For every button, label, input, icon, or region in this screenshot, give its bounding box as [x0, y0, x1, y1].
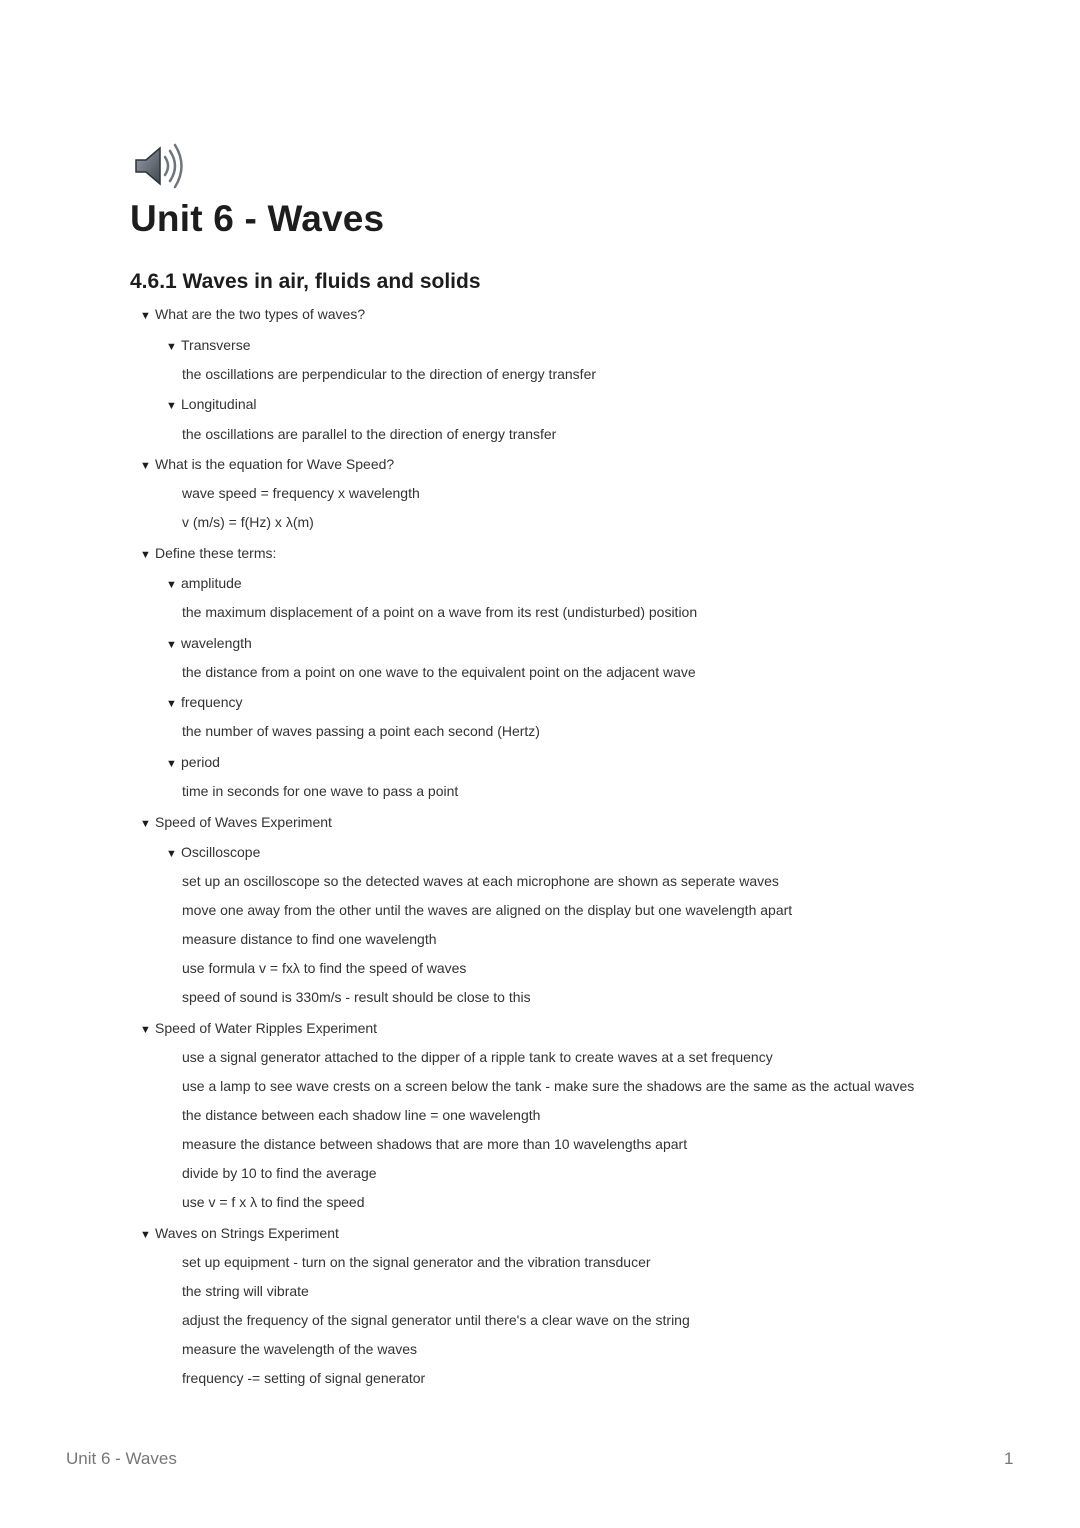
toggle-item[interactable]: [166, 844, 260, 862]
outline-text: [182, 1370, 425, 1386]
outline-label: Define these terms:: [155, 545, 277, 561]
toggle-arrow-icon[interactable]: ▼: [166, 848, 177, 860]
outline-text: [182, 1341, 417, 1357]
outline-label: the number of waves passing a point each second (Hertz): [182, 723, 540, 739]
outline-text: [182, 1049, 773, 1065]
section-heading: 4.6.1 Waves in air, fluids and solids: [130, 270, 481, 293]
outline-text: [182, 664, 696, 680]
outline-label: use v = f x λ to find the speed: [182, 1194, 365, 1210]
outline-label: set up equipment - turn on the signal generator and the vibration transducer: [182, 1254, 651, 1270]
outline-label: measure distance to find one wavelength: [182, 931, 437, 947]
outline-label: the distance from a point on one wave to the equivalent point on the adjacent wave: [182, 664, 696, 680]
outline-label: use a lamp to see wave crests on a screen below the tank - make sure the shadows are the same as the actual waves: [182, 1078, 915, 1094]
outline-text: [182, 1136, 687, 1152]
toggle-arrow-icon[interactable]: ▼: [140, 818, 151, 830]
toggle-arrow-icon[interactable]: ▼: [166, 698, 177, 710]
outline-label: Waves on Strings Experiment: [155, 1225, 339, 1241]
outline-text: [182, 604, 697, 620]
outline-text: [182, 426, 556, 442]
outline-label: time in seconds for one wave to pass a point: [182, 783, 459, 799]
outline-label: frequency -= setting of signal generator: [182, 1370, 426, 1386]
toggle-item[interactable]: [166, 337, 251, 355]
outline-text: [182, 1194, 365, 1210]
outline-text: [182, 1312, 690, 1328]
outline-text: [182, 1165, 377, 1181]
toggle-item[interactable]: [140, 814, 332, 832]
outline-text: [182, 1254, 651, 1270]
outline-label: amplitude: [181, 575, 242, 591]
toggle-arrow-icon[interactable]: ▼: [166, 579, 177, 591]
footer-title: Unit 6 - Waves: [66, 1449, 177, 1468]
outline-text: [182, 783, 458, 799]
outline-label: the oscillations are perpendicular to the direction of energy transfer: [182, 366, 597, 382]
outline-label: the oscillations are parallel to the direction of energy transfer: [182, 426, 557, 442]
outline-label: frequency: [181, 694, 243, 710]
toggle-item[interactable]: [166, 694, 242, 712]
outline-text: [182, 514, 314, 530]
toggle-arrow-icon[interactable]: ▼: [166, 758, 177, 770]
outline-text: [182, 1107, 540, 1123]
toggle-item[interactable]: [140, 1225, 339, 1243]
toggle-arrow-icon[interactable]: ▼: [140, 310, 151, 322]
toggle-item[interactable]: [166, 754, 220, 772]
outline-label: divide by 10 to find the average: [182, 1165, 377, 1181]
outline-label: the string will vibrate: [182, 1283, 309, 1299]
page-number: 1: [1004, 1449, 1014, 1468]
outline-text: [182, 931, 437, 947]
toggle-item[interactable]: [166, 396, 257, 414]
toggle-item[interactable]: [140, 1020, 377, 1038]
outline-label: Speed of Water Ripples Experiment: [155, 1020, 378, 1036]
outline-text: [182, 1283, 309, 1299]
outline-label: wavelength: [181, 635, 252, 651]
toggle-arrow-icon[interactable]: ▼: [166, 400, 177, 412]
outline-label: speed of sound is 330m/s - result should be close to this: [182, 989, 531, 1005]
toggle-item[interactable]: [140, 306, 365, 324]
outline-text: [182, 989, 531, 1005]
toggle-item[interactable]: [166, 635, 252, 653]
outline-label: v (m/s) = f(Hz) x λ(m): [182, 514, 314, 530]
outline-label: wave speed = frequency x wavelength: [182, 485, 420, 501]
outline-label: period: [181, 754, 220, 770]
outline-label: the maximum displacement of a point on a wave from its rest (undisturbed) position: [182, 604, 698, 620]
outline-label: What is the equation for Wave Speed?: [155, 456, 395, 472]
outline-label: Oscilloscope: [181, 844, 261, 860]
outline-text: [182, 902, 792, 918]
toggle-arrow-icon[interactable]: ▼: [140, 1229, 151, 1241]
outline-text: [182, 873, 779, 889]
outline-label: Transverse: [181, 337, 251, 353]
outline-label: set up an oscilloscope so the detected waves at each microphone are shown as seperate waves: [182, 873, 779, 889]
toggle-arrow-icon[interactable]: ▼: [140, 549, 151, 561]
speaker-icon: [130, 136, 186, 192]
toggle-arrow-icon[interactable]: ▼: [140, 460, 151, 472]
outline-label: Longitudinal: [181, 396, 257, 412]
outline-label: What are the two types of waves?: [155, 306, 366, 322]
outline-text: [182, 1078, 914, 1094]
toggle-arrow-icon[interactable]: ▼: [166, 639, 177, 651]
outline-text: [182, 485, 420, 501]
toggle-arrow-icon[interactable]: ▼: [166, 341, 177, 353]
toggle-item[interactable]: [166, 575, 242, 593]
outline-label: use a signal generator attached to the dipper of a ripple tank to create waves at a set frequency: [182, 1049, 773, 1065]
outline-label: use formula v = fxλ to find the speed of waves: [182, 960, 467, 976]
outline-text: [182, 366, 596, 382]
outline-label: Speed of Waves Experiment: [155, 814, 332, 830]
outline-label: measure the distance between shadows that are more than 10 wavelengths apart: [182, 1136, 688, 1152]
toggle-arrow-icon[interactable]: ▼: [140, 1024, 151, 1036]
page-title: Unit 6 - Waves: [130, 198, 385, 239]
outline-label: the distance between each shadow line = one wavelength: [182, 1107, 541, 1123]
outline-label: adjust the frequency of the signal generator until there's a clear wave on the string: [182, 1312, 690, 1328]
outline-text: [182, 723, 540, 739]
outline-label: move one away from the other until the waves are aligned on the display but one wavelength apart: [182, 902, 793, 918]
outline-label: measure the wavelength of the waves: [182, 1341, 418, 1357]
toggle-item[interactable]: [140, 545, 276, 563]
toggle-item[interactable]: [140, 456, 394, 474]
outline-text: [182, 960, 466, 976]
